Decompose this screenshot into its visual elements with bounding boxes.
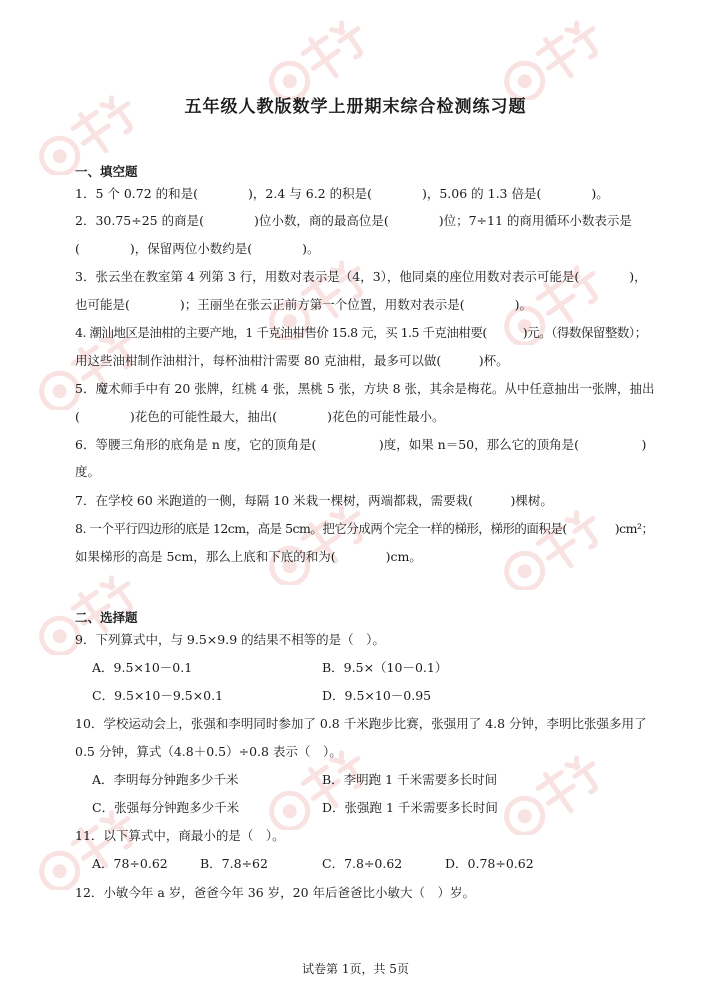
question-9-option-d: D．9.5×10－0.95 bbox=[322, 688, 432, 703]
question-2-line-2: ( )，保留两位小数约是( )。 bbox=[75, 241, 320, 256]
niuxueji-logo-icon bbox=[490, 755, 620, 835]
question-10-stem-line-1: 10．学校运动会上，张强和李明同时参加了 0.8 千米跑步比赛，张强用了 4.8 分钟，李明比张强多用了 bbox=[75, 716, 647, 731]
question-5-line-2: ( )花色的可能性最大，抽出( )花色的可能性最小。 bbox=[75, 409, 445, 424]
question-10-option-a: A．李明每分钟跑多少千米 bbox=[92, 772, 239, 787]
niuxueji-logo-icon bbox=[25, 810, 155, 890]
question-9-option-a: A．9.5×10－0.1 bbox=[92, 660, 193, 675]
question-11-option-b: B．7.8÷62 bbox=[200, 856, 268, 871]
question-10-option-c: C．张强每分钟跑多少千米 bbox=[92, 800, 240, 815]
niuxueji-logo-icon bbox=[25, 330, 155, 410]
question-5-line-1: 5．魔术师手中有 20 张牌，红桃 4 张，黑桃 5 张，方块 8 张，其余是梅花。从中任意抽出一张牌，抽出 bbox=[75, 381, 655, 396]
question-11-option-d: D．0.78÷0.62 bbox=[445, 856, 534, 871]
section-heading-fill-blank: 一、填空题 bbox=[75, 164, 138, 179]
question-8-line-1: 8. 一个平行四边形的底是 12cm，高是 5cm。把它分成两个完全一样的梯形，梯形的面积是( )cm²； bbox=[75, 521, 654, 536]
question-10-option-b: B．李明跑 1 千米需要多长时间 bbox=[322, 772, 498, 787]
question-6-line-1: 6．等腰三角形的底角是 n 度，它的顶角是( )度，如果 n＝50，那么它的顶角是( ) bbox=[75, 437, 647, 452]
niuxueji-logo-icon bbox=[255, 505, 385, 585]
question-12-stem: 12．小敏今年 a 岁，爸爸今年 36 岁，20 年后爸爸比小敏大（ ）岁。 bbox=[75, 885, 476, 900]
question-4-line-2: 用这些油柑制作油柑汁，每杯油柑汁需要 80 克油柑，最多可以做( )杯。 bbox=[75, 353, 509, 368]
question-8-line-2: 如果梯形的高是 5cm，那么上底和下底的和为( )cm。 bbox=[75, 549, 422, 564]
question-9-option-c: C．9.5×10－9.5×0.1 bbox=[92, 688, 224, 703]
page-title: 五年级人教版数学上册期末综合检测练习题 bbox=[184, 97, 527, 117]
question-3-line-2: 也可能是( )；王丽坐在张云正前方第一个位置，用数对表示是( )。 bbox=[75, 297, 533, 312]
question-11-option-a: A．78÷0.62 bbox=[92, 856, 168, 871]
question-2-line-1: 2．30.75÷25 的商是( )位小数，商的最高位是( )位；7÷11 的商用循环小数表示是 bbox=[75, 213, 632, 228]
question-3-line-1: 3．张云坐在教室第 4 列第 3 行，用数对表示是（4，3），他同桌的座位用数对表示可能是( )， bbox=[75, 269, 647, 284]
niuxueji-logo-icon bbox=[255, 20, 385, 100]
question-4-line-1: 4. 潮汕地区是油柑的主要产地，1 千克油柑售价 15.8 元，买 1.5 千克油柑要( )元。（得数保留整数）； bbox=[75, 325, 647, 340]
niuxueji-logo-icon bbox=[255, 750, 385, 830]
question-9-stem: 9．下列算式中，与 9.5×9.9 的结果不相等的是（ ）。 bbox=[75, 632, 385, 647]
question-1: 1．5 个 0.72 的和是( )，2.4 与 6.2 的积是( )，5.06 的 1.3 倍是( )。 bbox=[75, 186, 609, 201]
question-10-stem-line-2: 0.5 分钟，算式（4.8＋0.5）÷0.8 表示（ ）。 bbox=[75, 744, 342, 759]
question-7: 7．在学校 60 米跑道的一侧，每隔 10 米栽一棵树，两端都栽，需要栽( )棵树。 bbox=[75, 493, 553, 508]
question-6-line-2: 度。 bbox=[75, 464, 101, 479]
section-heading-choice: 二、选择题 bbox=[75, 610, 138, 625]
question-11-option-c: C．7.8÷0.62 bbox=[322, 856, 403, 871]
page-footer: 试卷第 1页，共 5页 bbox=[302, 962, 409, 976]
question-9-option-b: B．9.5×（10－0.1） bbox=[322, 660, 448, 675]
question-10-option-d: D．张强跑 1 千米需要多长时间 bbox=[322, 800, 498, 815]
question-11-stem: 11．以下算式中，商最小的是（ ）。 bbox=[75, 828, 285, 843]
niuxueji-logo-icon bbox=[490, 20, 620, 100]
